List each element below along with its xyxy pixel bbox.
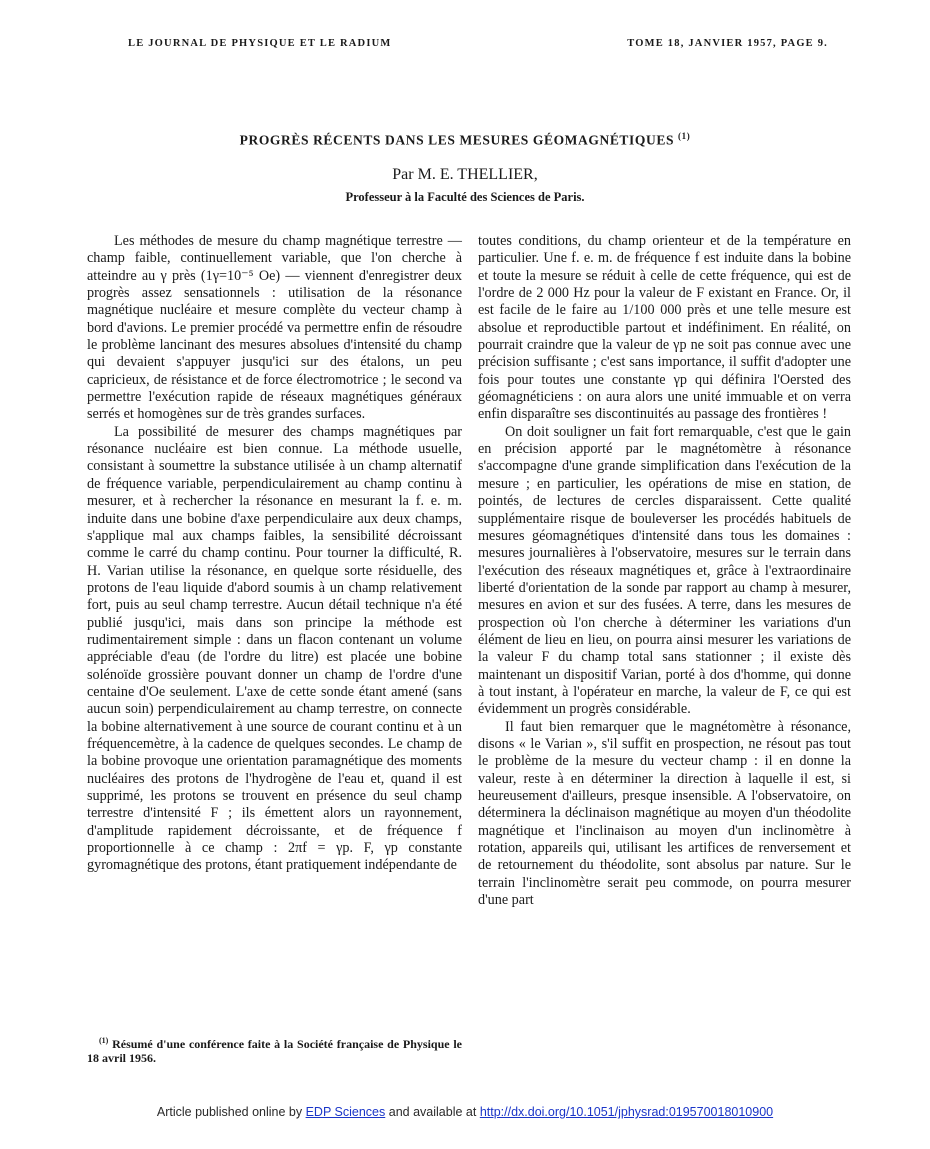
paragraph: Il faut bien remarquer que le magnétomètre à résonance, disons « le Varian », s'il suffit en prospection, ne résout pas tout le problème de la mesure du vecteur champ : il en donne la valeur, reste à en déterminer la direction à laquelle il est, si heureusement d'ailleurs, presque insensible. A l'observatoire, on déterminera la déclinaison magnétique au moyen d'un théodolite magnétique et l'inclinaison au moyen d'un inclinomètre à rotation, appareils qui, utilisant les artifices de renversement et de retournement du théodolite, sont absolus par nature. Sur le terrain l'inclinomètre serait peu commode, on pourra mesurer d'une part <box>478 718 851 909</box>
paragraph: On doit souligner un fait fort remarquable, c'est que le gain en précision apporté par le magnétomètre à résonance s'accompagne d'une grande simplification dans l'exécution de la mesure ; en particulier, les opérations de mise en station, de pointés, de lectures de cercles disparaissent. Cette qualité supplémentaire risque de bouleverser les procédés habituels de mesures géomagnétiques d'intensité dans tous les domaines : mesures journalières à l'observatoire, mesures sur le terrain dans l'exécution des réseaux magnétiques et, grâce à l'extraordinaire liberté d'orientation de la sonde par rapport au champ à mesurer, mesures en avion et sur des fusées. A terre, dans les mesures de prospection où l'on cherche à déterminer les variations d'un élément de lieu en lieu, on pourra ainsi mesurer les variations de la valeur F du champ total sans stationner ; il existe dès maintenant un dispositif Varian, porté à dos d'homme, qui donne à tout instant, à l'opérateur en marche, la valeur de F, ce qui est évidemment un progrès considérable. <box>478 423 851 718</box>
footnote-mark: (1) <box>99 1036 109 1045</box>
footnote <box>87 1034 462 1065</box>
footnote-text: Résumé d'une conférence faite à la Société française de Physique le 18 avril 1956. <box>87 1037 463 1065</box>
author-affiliation: Professeur à la Faculté des Sciences de Paris. <box>345 190 585 204</box>
footer-prefix: Article published online by <box>156 1105 303 1119</box>
footer-middle: and available at <box>388 1105 477 1119</box>
publication-footer <box>0 1105 930 1119</box>
running-header <box>128 38 828 54</box>
right-column <box>478 233 851 909</box>
paragraph: Les méthodes de mesure du champ magnétique terrestre — champ faible, continuellement variable, que l'on cherche à atteindre au γ près (1γ=10⁻⁵ Oe) — viennent d'enregistrer deux progrès assez sensationnels : utilisation de la résonance magnétique nucléaire et mesure complète du vecteur champ à bord d'avions. Le premier procédé va permettre enfin de résoudre le problème lancinant des mesures absolues d'intensité du champ qui devaient s'appuyer jusqu'ici sur des étalons, un peu capricieux, de résistance et de force électromotrice ; le second va permettre l'exécution rapide de réseaux magnétiques généraux serrés et homogènes sur de très grandes surfaces. <box>87 233 462 423</box>
paragraph: toutes conditions, du champ orienteur et de la température en particulier. Une f. e. m. de fréquence f est induite dans la bobine et toute la mesure se réduit à celle de cette fréquence, qui est de l'ordre de 2 000 Hz pour la valeur de F existant en France. Or, il est facile de le faire au 1/100 000 près et une telle mesure est absolue et reproductible partout et indéfiniment. En réalité, on pourrait craindre que la valeur de γp ne soit pas connue avec une précision suffisante ; c'est sans importance, il suffit d'adopter une fois pour toutes une constante γp qui définira l'Oersted des géomagnéticiens : on aura alors une unité immuable et on verra enfin disparaître ses discontinuités au passage des frontières ! <box>478 233 851 423</box>
issue-info: TOME 18, JANVIER 1957, PAGE 9. <box>627 38 828 49</box>
publisher-link[interactable]: EDP Sciences <box>305 1105 386 1119</box>
title-footnote-mark: (1) <box>678 131 691 141</box>
left-column <box>87 233 462 875</box>
article-title-text: PROGRÈS RÉCENTS DANS LES MESURES GÉOMAGNÉTIQUES <box>239 132 675 148</box>
journal-name: LE JOURNAL DE PHYSIQUE ET LE RADIUM <box>128 38 392 49</box>
doi-link[interactable]: http://dx.doi.org/10.1051/jphysrad:019570018010900 <box>479 1105 774 1119</box>
article-title <box>100 131 830 149</box>
author-line: Par M. E. THELLIER, <box>392 166 538 183</box>
paragraph: La possibilité de mesurer des champs magnétiques par résonance nucléaire est bien connue. La méthode usuelle, consistant à soumettre la substance utilisée à un champ alternatif de fréquence variable, perpendiculairement au champ continu à mesurer, et à rechercher la résonance en mesurant la f. e. m. induite dans une bobine d'axe perpendiculaire aux deux champs, s'applique mal aux champs faibles, la sensibilité décroissant comme le carré du champ continu. Pour tourner la difficulté, R. H. Varian utilise la résonance, en quelque sorte résiduelle, des protons de l'eau liquide d'abord soumis à un champ relativement fort, puis au seul champ terrestre. Aucun détail technique n'a été publié jusqu'ici, mais dans son principe la méthode est rudimentairement simple : dans un flacon contenant un volume appréciable d'eau (de l'ordre du litre) est placée une bobine solénoïde grossière pouvant donner un champ de l'ordre d'une centaine d'Oe seulement. L'axe de cette sonde étant amené (sans aucun soin) perpendiculairement au champ terrestre, on connecte la bobine alternativement à une source de courant continu et à un fréquencemètre, à la cadence de quelques secondes. Le champ de la bobine provoque une orientation paramagnétique des moments nucléaires des protons de l'hydrogène de l'eau et, quand il est supprimé, les protons se trouvent en présence du seul champ terrestre d'intensité F ; ils émettent alors un rayonnement, d'amplitude rapidement décroissante, et de fréquence f proportionnelle à ce champ : 2πf = γp. F, γp constante gyromagnétique des protons, étant pratiquement indépendante de <box>87 423 462 874</box>
